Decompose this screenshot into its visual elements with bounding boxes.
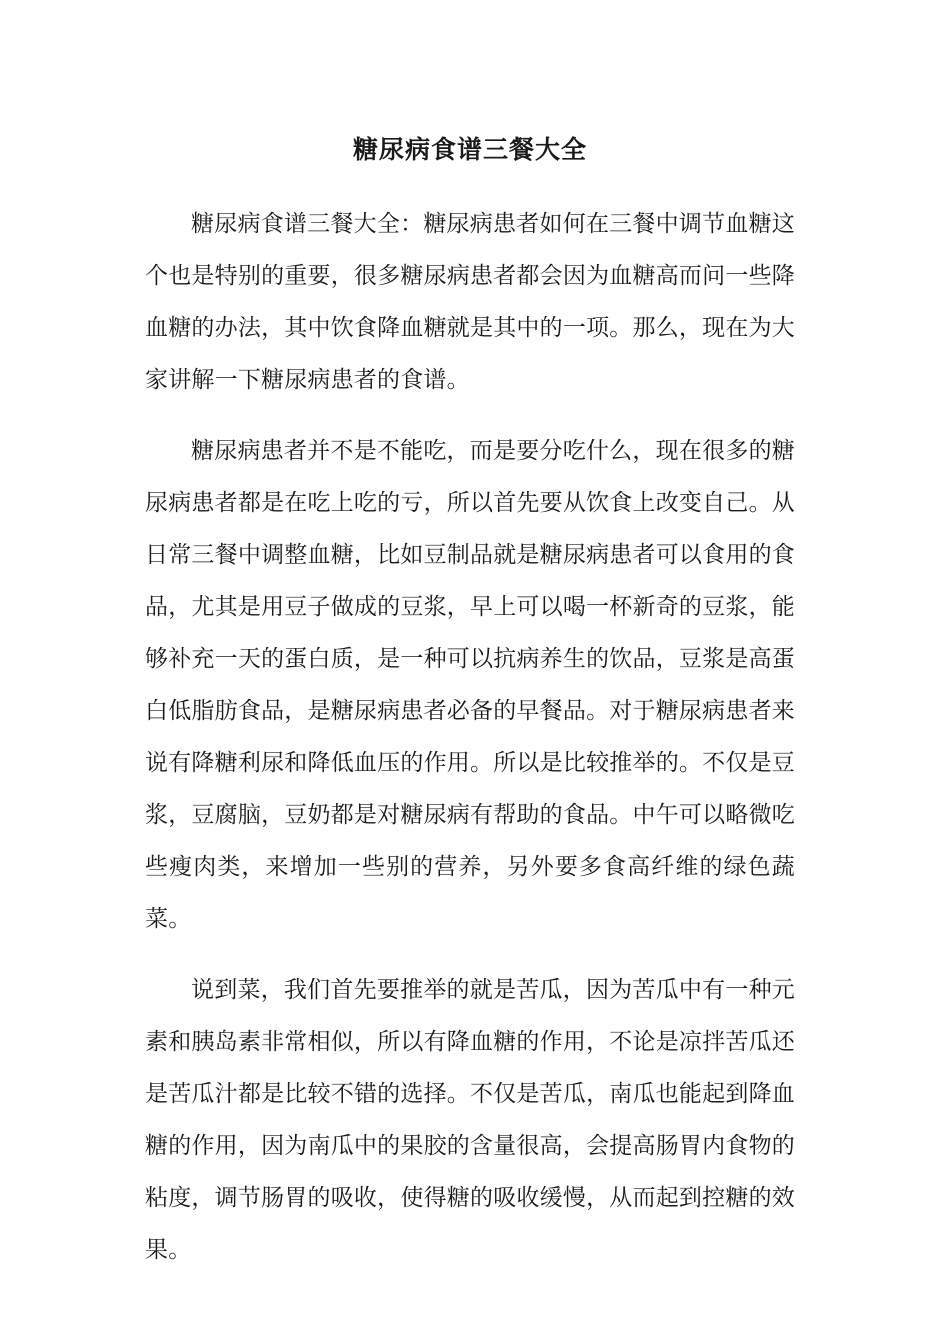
document-title: 糖尿病食谱三餐大全 [352, 135, 587, 164]
paragraph-intro: 糖尿病食谱三餐大全：糖尿病患者如何在三餐中调节血糖这个也是特别的重要，很多糖尿病患者都会因为血糖高而问一些降血糖的办法，其中饮食降血糖就是其中的一项。那么，现在为大家讲解一下糖尿病患者的食谱。 [145, 211, 795, 393]
paragraph-diet: 糖尿病患者并不是不能吃，而是要分吃什么，现在很多的糖尿病患者都是在吃上吃的亏，所以首先要从饮食上改变自己。从日常三餐中调整血糖，比如豆制品就是糖尿病患者可以食用的食品，尤其是用豆子做成的豆浆，早上可以喝一杯新奇的豆浆，能够补充一天的蛋白质，是一种可以抗病养生的饮品，豆浆是高蛋白低脂肪食品，是糖尿病患者必备的早餐品。对于糖尿病患者来说有降糖利尿和降低血压的作用。所以是比较推举的。不仅是豆浆，豆腐脑，豆奶都是对糖尿病有帮助的食品。中午可以略微吃些瘦肉类，来增加一些别的营养，另外要多食高纤维的绿色蔬菜。 [145, 438, 795, 932]
document-page [145, 128, 795, 1295]
paragraph-vegetables: 说到菜，我们首先要推举的就是苦瓜，因为苦瓜中有一种元素和胰岛素非常相似，所以有降血糖的作用，不论是凉拌苦瓜还是苦瓜汁都是比较不错的选择。不仅是苦瓜，南瓜也能起到降血糖的作用，因为南瓜中的果胶的含量很高，会提高肠胃内食物的粘度，调节肠胃的吸收，使得糖的吸收缓慢，从而起到控糖的效果。 [145, 977, 795, 1263]
